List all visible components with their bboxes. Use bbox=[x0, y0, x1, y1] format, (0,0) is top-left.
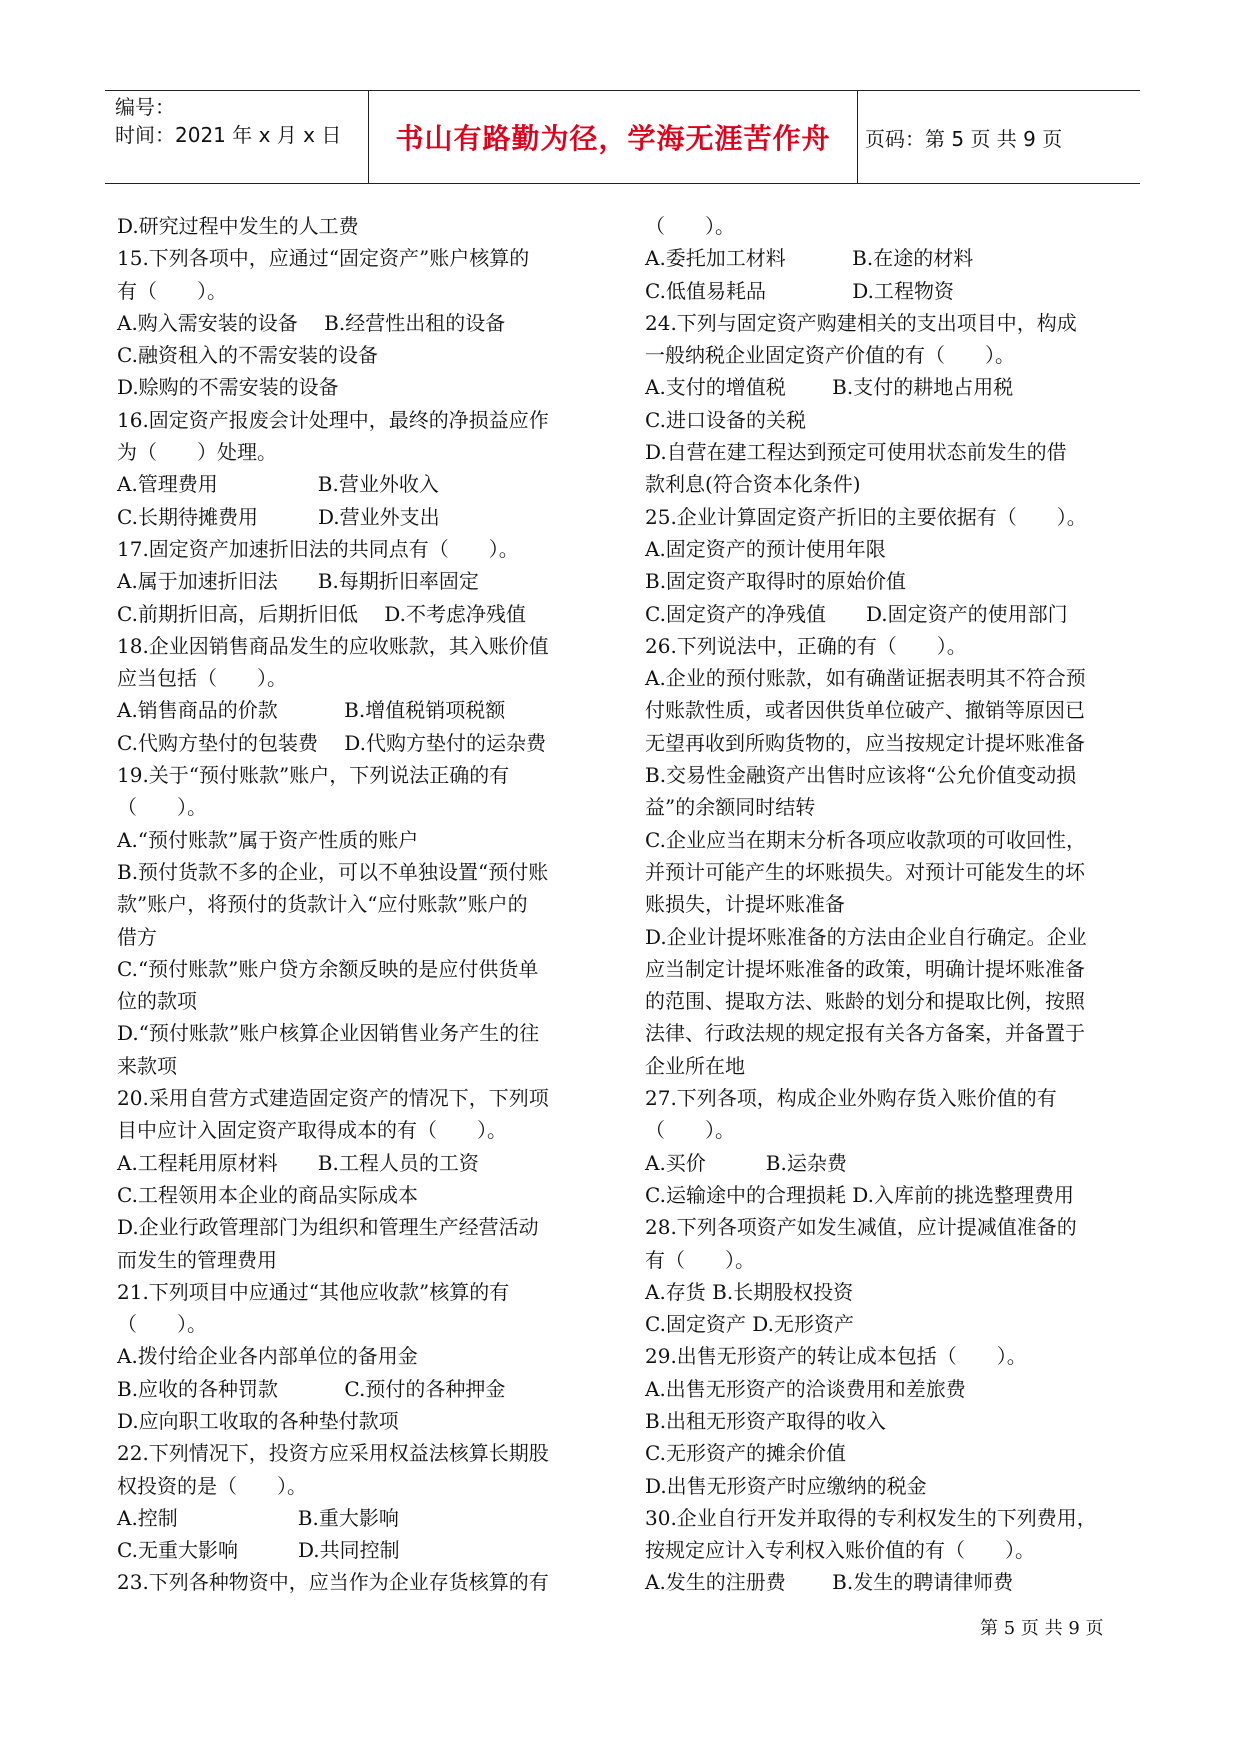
text-line: 目中应计入固定资产取得成本的有（ ）。 bbox=[117, 1118, 507, 1143]
text-line: C.无重大影响 D.共同控制 bbox=[117, 1538, 400, 1563]
text-line: 无望再收到所购货物的，应当按规定计提坏账准备 bbox=[645, 730, 1085, 755]
text-line: C.长期待摊费用 D.营业外支出 bbox=[117, 504, 440, 529]
right-text-column bbox=[645, 210, 1131, 1599]
text-line: B.应收的各种罚款 C.预付的各种押金 bbox=[117, 1376, 506, 1401]
text-line: 17.固定资产加速折旧法的共同点有（ ）。 bbox=[117, 536, 519, 561]
text-line: A.出售无形资产的洽谈费用和差旅费 bbox=[645, 1376, 966, 1401]
document-time: 时间：2021 年 x 月 x 日 bbox=[115, 123, 342, 147]
text-line: 权投资的是（ ）。 bbox=[117, 1473, 307, 1498]
text-line: 账损失，计提坏账准备 bbox=[645, 892, 845, 917]
text-line: 27.下列各项，构成企业外购存货入账价值的有 bbox=[645, 1086, 1057, 1111]
text-line: 24.下列与固定资产购建相关的支出项目中，构成 bbox=[645, 310, 1077, 335]
text-line: 有（ ）。 bbox=[117, 278, 227, 303]
text-line: D.自营在建工程达到预定可使用状态前发生的借 bbox=[645, 440, 1067, 465]
text-line: 19.关于“预付账款”账户，下列说法正确的有 bbox=[117, 763, 510, 788]
left-text-column bbox=[117, 210, 599, 1599]
text-line: 28.下列各项资产如发生减值，应计提减值准备的 bbox=[645, 1215, 1077, 1240]
text-line: C.低值易耗品 D.工程物资 bbox=[645, 278, 954, 303]
text-line: 25.企业计算固定资产折旧的主要依据有（ ）。 bbox=[645, 504, 1087, 529]
text-line: 并预计可能产生的坏账损失。对预计可能发生的坏 bbox=[645, 859, 1085, 884]
text-line: B.出租无形资产取得的收入 bbox=[645, 1408, 887, 1433]
text-line: 而发生的管理费用 bbox=[117, 1247, 277, 1272]
text-line: 26.下列说法中，正确的有（ ）。 bbox=[645, 633, 967, 658]
text-line: C.工程领用本企业的商品实际成本 bbox=[117, 1182, 418, 1207]
text-line: D.研究过程中发生的人工费 bbox=[117, 214, 359, 238]
text-line: 款利息(符合资本化条件) bbox=[645, 472, 861, 497]
text-line: C.代购方垫付的包装费 D.代购方垫付的运杂费 bbox=[117, 730, 546, 755]
text-line: 应当包括（ ）。 bbox=[117, 666, 287, 691]
text-line: 法律、行政法规的规定报有关各方备案，并备置于 bbox=[645, 1021, 1085, 1046]
text-line: C.前期折旧高，后期折旧低 D.不考虑净残值 bbox=[117, 601, 526, 626]
text-line: 20.采用自营方式建造固定资产的情况下，下列项 bbox=[117, 1086, 549, 1111]
text-line: 22.下列情况下，投资方应采用权益法核算长期股 bbox=[117, 1441, 549, 1466]
text-line: 30.企业自行开发并取得的专利权发生的下列费用， bbox=[645, 1505, 1097, 1530]
text-line: C.固定资产的净残值 D.固定资产的使用部门 bbox=[645, 601, 1068, 626]
text-line: 有（ ）。 bbox=[645, 1247, 755, 1272]
text-line: A.发生的注册费 B.发生的聘请律师费 bbox=[645, 1570, 1014, 1595]
text-line: B.固定资产取得时的原始价值 bbox=[645, 569, 907, 594]
text-line: C.固定资产 D.无形资产 bbox=[645, 1312, 854, 1337]
text-line: 来款项 bbox=[117, 1053, 177, 1078]
text-line: A.固定资产的预计使用年限 bbox=[645, 536, 886, 561]
text-line: A.购入需安装的设备 B.经营性出租的设备 bbox=[117, 310, 506, 335]
text-line: 29.出售无形资产的转让成本包括（ ）。 bbox=[645, 1344, 1027, 1369]
text-line: 益”的余额同时结转 bbox=[645, 795, 816, 820]
text-line: A.买价 B.运杂费 bbox=[645, 1150, 847, 1175]
text-line: A.控制 B.重大影响 bbox=[117, 1505, 399, 1530]
text-line: 的范围、提取方法、账龄的划分和提取比例，按照 bbox=[645, 989, 1085, 1014]
text-line: 付账款性质，或者因供货单位破产、撤销等原因已 bbox=[645, 698, 1085, 723]
text-line: A.委托加工材料 B.在途的材料 bbox=[645, 246, 974, 271]
text-line: （ ）。 bbox=[645, 1118, 735, 1143]
text-line: 按规定应计入专利权入账价值的有（ ）。 bbox=[645, 1538, 1035, 1563]
text-line: D.应向职工收取的各种垫付款项 bbox=[117, 1408, 399, 1433]
text-line: A.管理费用 B.营业外收入 bbox=[117, 472, 439, 497]
text-line: A.存货 B.长期股权投资 bbox=[645, 1279, 854, 1304]
text-line: C.融资租入的不需安装的设备 bbox=[117, 343, 378, 368]
text-line: 借方 bbox=[117, 924, 157, 949]
text-line: C.企业应当在期末分析各项应收款项的可收回性， bbox=[645, 827, 1086, 852]
page-footer: 第 5 页 共 9 页 bbox=[980, 1618, 1104, 1639]
header-meta bbox=[115, 91, 365, 183]
text-line: C.进口设备的关税 bbox=[645, 407, 806, 432]
text-line: 16.固定资产报废会计处理中，最终的净损益应作 bbox=[117, 407, 549, 432]
text-line: 15.下列各项中，应通过“固定资产”账户核算的 bbox=[117, 246, 530, 271]
text-line: C.无形资产的摊余价值 bbox=[645, 1441, 846, 1466]
text-line: 企业所在地 bbox=[645, 1053, 745, 1078]
text-line: A.销售商品的价款 B.增值税销项税额 bbox=[117, 698, 506, 723]
text-line: A.企业的预付账款，如有确凿证据表明其不符合预 bbox=[645, 666, 1086, 691]
text-line: 18.企业因销售商品发生的应收账款，其入账价值 bbox=[117, 633, 549, 658]
text-line: A.拨付给企业各内部单位的备用金 bbox=[117, 1344, 418, 1369]
text-line: 23.下列各种物资中，应当作为企业存货核算的有 bbox=[117, 1570, 549, 1595]
text-line: （ ）。 bbox=[117, 795, 207, 820]
text-line: D.赊购的不需安装的设备 bbox=[117, 375, 339, 400]
text-line: B.预付货款不多的企业，可以不单独设置“预付账 bbox=[117, 859, 549, 884]
text-line: 应当制定计提坏账准备的政策，明确计提坏账准备 bbox=[645, 956, 1085, 981]
text-line: 一般纳税企业固定资产价值的有（ ）。 bbox=[645, 343, 1015, 368]
text-line: A.支付的增值税 B.支付的耕地占用税 bbox=[645, 375, 1014, 400]
header-motto: 书山有路勤为径，学海无涯苦作舟 bbox=[395, 122, 831, 155]
page-header bbox=[105, 90, 1140, 184]
text-line: D.企业计提坏账准备的方法由企业自行确定。企业 bbox=[645, 924, 1087, 949]
text-line: A.“预付账款”属于资产性质的账户 bbox=[117, 827, 419, 852]
text-line: 21.下列项目中应通过“其他应收款”核算的有 bbox=[117, 1279, 510, 1304]
text-line: A.属于加速折旧法 B.每期折旧率固定 bbox=[117, 569, 479, 594]
text-line: （ ）。 bbox=[117, 1312, 207, 1337]
header-divider bbox=[857, 91, 858, 183]
text-line: （ ）。 bbox=[645, 214, 735, 238]
text-line: A.工程耗用原材料 B.工程人员的工资 bbox=[117, 1150, 479, 1175]
text-line: B.交易性金融资产出售时应该将“公允价值变动损 bbox=[645, 763, 1077, 788]
text-line: D.“预付账款”账户核算企业因销售业务产生的往 bbox=[117, 1021, 540, 1046]
text-line: C.运输途中的合理损耗 D.入库前的挑选整理费用 bbox=[645, 1182, 1074, 1207]
text-line: C.“预付账款”账户贷方余额反映的是应付供货单 bbox=[117, 956, 539, 981]
text-line: 款”账户，将预付的货款计入“应付账款”账户的 bbox=[117, 892, 528, 917]
header-page-info: 页码：第 5 页 共 9 页 bbox=[865, 126, 1063, 151]
text-line: 位的款项 bbox=[117, 989, 197, 1014]
document-number-label: 编号： bbox=[115, 95, 175, 119]
text-line: 为（ ）处理。 bbox=[117, 440, 277, 465]
text-line: D.企业行政管理部门为组织和管理生产经营活动 bbox=[117, 1215, 539, 1240]
header-motto-cell bbox=[369, 91, 857, 183]
text-line: D.出售无形资产时应缴纳的税金 bbox=[645, 1473, 927, 1498]
